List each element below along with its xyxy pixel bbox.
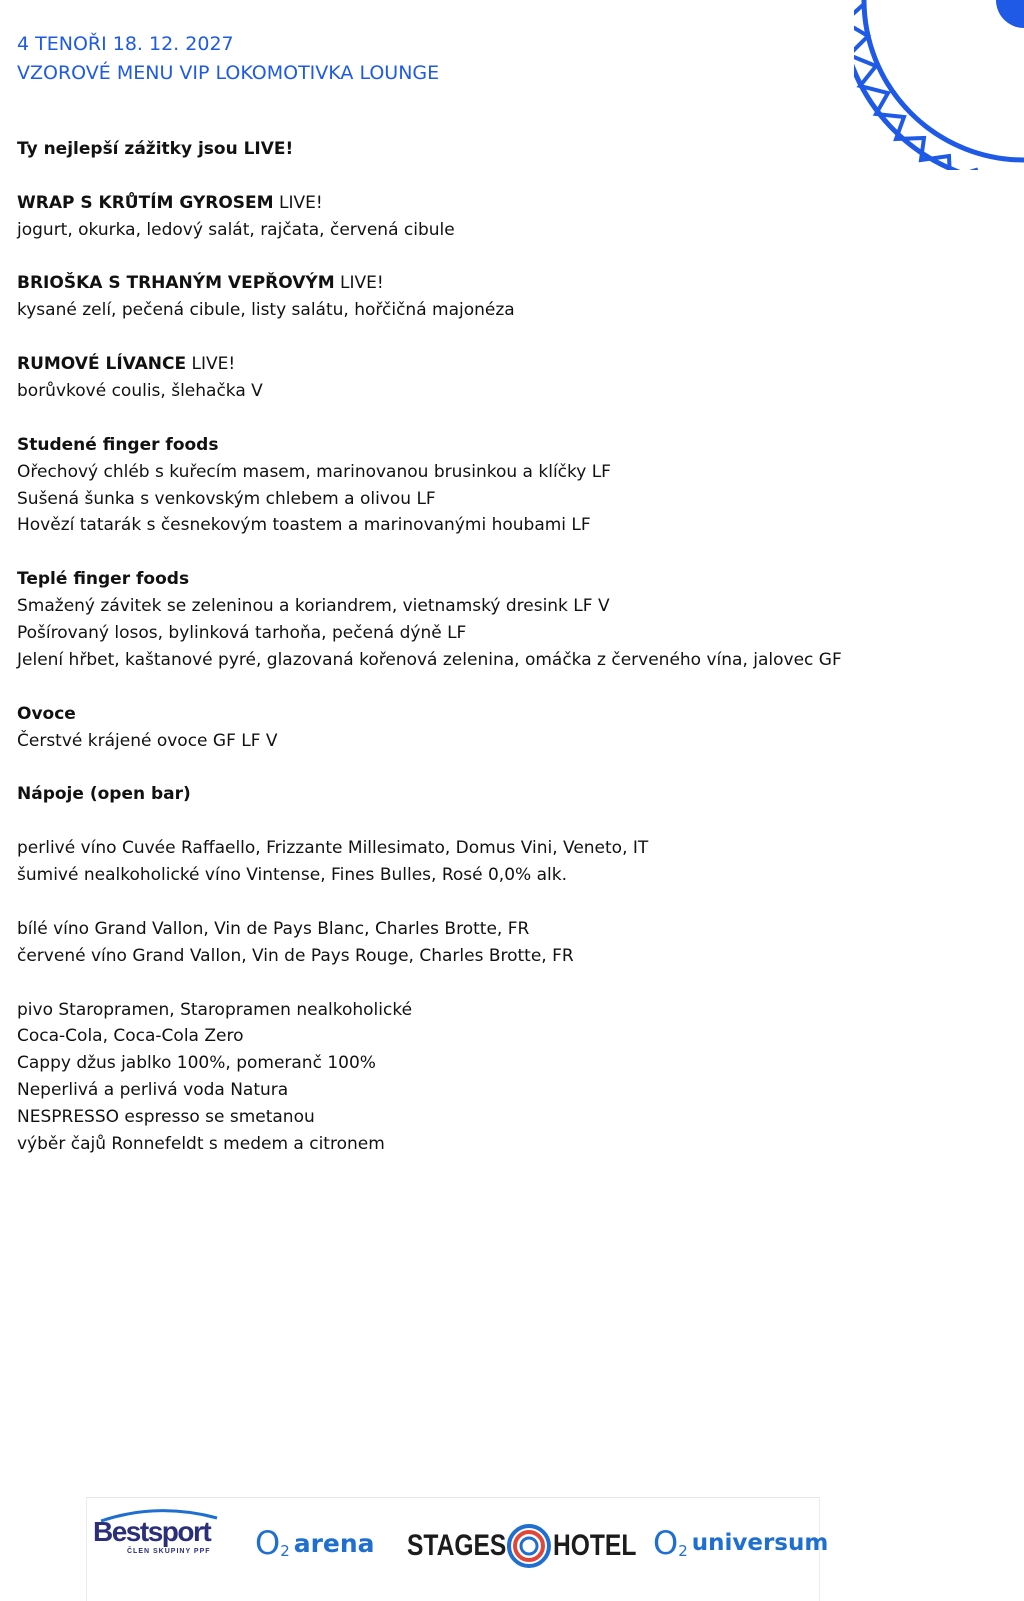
live-item: WRAP S KRŮTÍM GYROSEM LIVE! (17, 192, 323, 213)
event-date-title: 4 TENOŘI 18. 12. 2027 (17, 33, 234, 55)
live-item: BRIOŠKA S TRHANÝM VEPŘOVÝM LIVE! (17, 273, 384, 294)
section-title-drinks: Nápoje (open bar) (17, 784, 191, 805)
menu-item: Pošírovaný losos, bylinková tarhoňa, pečená dýně LF (17, 623, 467, 644)
menu-item: Hovězí tatarák s česnekovým toastem a marinovanými houbami LF (17, 515, 591, 536)
menu-item: Jelení hřbet, kaštanové pyré, glazovaná kořenová zelenina, omáčka z červeného vína, jalovec GF (17, 649, 842, 670)
drink-item: NESPRESSO espresso se smetanou (17, 1107, 315, 1128)
drink-item: Cappy džus jablko 100%, pomeranč 100% (17, 1053, 376, 1074)
drink-item: červené víno Grand Vallon, Vin de Pays Rouge, Charles Brotte, FR (17, 945, 574, 966)
footer-logo-bar (86, 1497, 829, 1601)
stages-hotel-logo: STAGES HOTEL (407, 1524, 625, 1568)
section-title-fruit: Ovoce (17, 703, 76, 724)
page-header (17, 30, 439, 88)
menu-item: Čerstvé krájené ovoce GF LF V (17, 730, 278, 751)
menu-item: Sušená šunka s venkovským chlebem a olivou LF (17, 488, 436, 509)
drink-item: Neperlivá a perlivá voda Natura (17, 1080, 289, 1101)
swoosh-icon (97, 1508, 221, 1522)
menu-item: Ořechový chléb s kuřecím masem, marinovanou brusinkou a klíčky LF (17, 461, 611, 482)
drink-item: pivo Staropramen, Staropramen nealkoholické (17, 999, 413, 1020)
drink-item: šumivé nealkoholické víno Vintense, Fines Bulles, Rosé 0,0% alk. (17, 865, 567, 886)
drink-item: perlivé víno Cuvée Raffaello, Frizzante Millesimato, Domus Vini, Veneto, IT (17, 838, 649, 859)
o2-arena-logo: O 2 arena (255, 1524, 375, 1562)
decorative-ring-graphic (854, 0, 1024, 170)
menu-content (17, 136, 842, 1158)
drink-item: bílé víno Grand Vallon, Vin de Pays Blanc, Charles Brotte, FR (17, 918, 530, 939)
live-item-description: borůvkové coulis, šlehačka V (17, 381, 263, 402)
o2-universum-logo: O 2 universum (653, 1524, 829, 1562)
intro-text: Ty nejlepší zážitky jsou LIVE! (17, 139, 294, 159)
live-item: RUMOVÉ LÍVANCE LIVE! (17, 354, 236, 375)
bestsport-logo: Bestsport ČLEN SKUPINY PPF (93, 1516, 211, 1555)
menu-title: VZOROVÉ MENU VIP LOKOMOTIVKA LOUNGE (17, 62, 440, 84)
live-item-description: kysané zelí, pečená cibule, listy salátu, hořčičná majonéza (17, 300, 515, 321)
menu-item: Smažený závitek se zeleninou a koriandrem, vietnamský dresink LF V (17, 596, 610, 617)
target-ring-icon (507, 1524, 551, 1568)
drink-item: Coca-Cola, Coca-Cola Zero (17, 1026, 244, 1047)
live-item-description: jogurt, okurka, ledový salát, rajčata, červená cibule (17, 219, 455, 240)
section-title-warm: Teplé finger foods (17, 569, 190, 590)
drink-item: výběr čajů Ronnefeldt s medem a citronem (17, 1133, 385, 1154)
section-title-cold: Studené finger foods (17, 434, 219, 455)
